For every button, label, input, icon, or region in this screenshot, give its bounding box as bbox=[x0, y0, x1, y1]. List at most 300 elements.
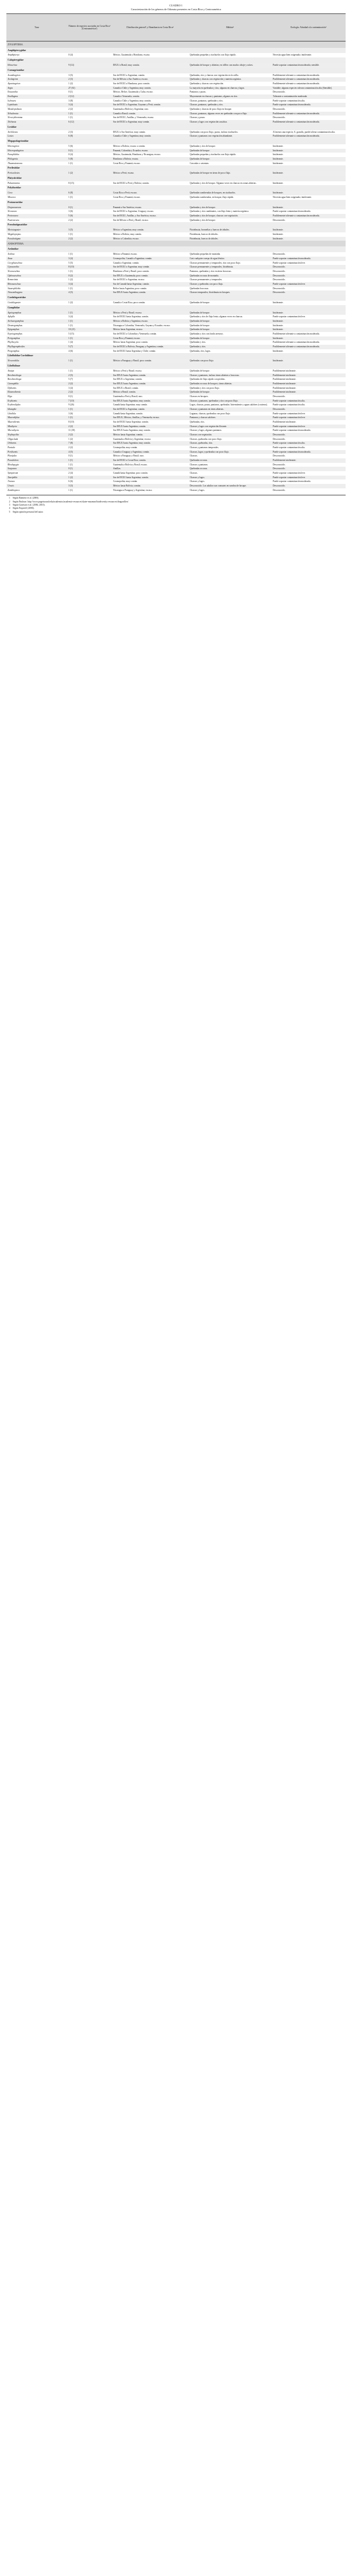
ecology-cell: Variable; algunas especies toleran contaminación alta (Sensible). bbox=[272, 86, 346, 91]
genus-cell: Cora bbox=[6, 191, 67, 195]
species-count-cell: 0 (2) bbox=[67, 274, 112, 278]
species-count-cell: 6 (6) bbox=[67, 479, 112, 484]
genus-cell: Remartinia bbox=[6, 278, 67, 282]
genus-cell: Megaloprepus bbox=[6, 232, 67, 237]
ecology-cell: Desconocido. bbox=[272, 488, 346, 493]
species-count-cell: 0 (1) bbox=[67, 395, 112, 399]
footnote-text: Según Ramírez et al. (2000). bbox=[12, 497, 40, 500]
table-row bbox=[6, 476, 346, 480]
table-row bbox=[6, 130, 346, 135]
genus-cell: Tramea bbox=[6, 479, 67, 484]
table-row bbox=[6, 407, 346, 412]
species-count-cell: 2 (4) bbox=[67, 471, 112, 476]
ecology-cell: Puede soportar contaminación alta. bbox=[272, 399, 346, 403]
genus-cell: Pantala bbox=[6, 446, 67, 450]
species-count-cell: 1 (1) bbox=[67, 336, 112, 341]
species-count-cell: 4 (5) bbox=[67, 450, 112, 455]
table-row bbox=[6, 324, 346, 328]
ecology-cell: Desconocido. bbox=[272, 467, 346, 471]
genus-cell: Enallagma bbox=[6, 94, 67, 99]
habitat-cell: Charcas. bbox=[188, 454, 272, 458]
table-row bbox=[6, 282, 346, 287]
table-row bbox=[6, 206, 346, 210]
distribution-cell: Canadá a Argentina; común. bbox=[112, 261, 188, 266]
family-name: Cordulegastridae bbox=[6, 295, 346, 301]
species-count-cell: 1 (2) bbox=[67, 82, 112, 86]
distribution-cell: Sur EEUU, México, Antillas, y Venezuela; escaso. bbox=[112, 416, 188, 420]
table-row bbox=[6, 134, 346, 139]
distribution-cell: México a Perú y Brasil; escaso. bbox=[112, 311, 188, 315]
habitat-cell: Charcas y pantanos temporales. bbox=[188, 446, 272, 450]
distribution-cell: Honduras a Bolivia; escaso. bbox=[112, 157, 188, 162]
distribution-cell: Guatemala a Bolivia y Argentina; escaso. bbox=[112, 437, 188, 442]
family-name: Gomphidae bbox=[6, 305, 346, 311]
table-row bbox=[6, 171, 346, 176]
distribution-cell: Sur EEUU hasta Argentina; muy común. bbox=[112, 441, 188, 446]
table-caption bbox=[6, 4, 346, 11]
habitat-cell: Quebradas y ríos cambiantes, con flujo lento y materia orgánica. bbox=[188, 209, 272, 214]
table-header-row bbox=[6, 14, 346, 41]
species-count-cell: 1 (1) bbox=[67, 319, 112, 324]
genus-cell: Argia bbox=[6, 86, 67, 91]
habitat-cell: Charcas y pantanos, incluso áreas abiertas o boscosas. bbox=[188, 373, 272, 378]
table-row bbox=[6, 94, 346, 99]
habitat-cell: Mayormente en charcas y pantanos, algunos en ríos. bbox=[188, 94, 272, 99]
species-count-cell: 0 (1) bbox=[67, 90, 112, 94]
genus-cell: Ischnura bbox=[6, 99, 67, 103]
genus-cell: Oligoclada bbox=[6, 437, 67, 442]
ecology-cell: Puede soportar contaminación alta. bbox=[272, 403, 346, 407]
habitat-cell: Fitotelmata, huecos de árboles. bbox=[188, 237, 272, 241]
genus-cell: Uracis bbox=[6, 484, 67, 488]
habitat-cell: Charcas y pantanos. bbox=[188, 463, 272, 467]
genus-cell: Amphipteryx bbox=[6, 53, 67, 57]
ecology-cell: Intolerante. bbox=[272, 324, 346, 328]
table-row bbox=[6, 382, 346, 386]
table-row bbox=[6, 149, 346, 153]
species-count-cell: 0 (1) bbox=[67, 467, 112, 471]
ecology-cell: Desconocido. bbox=[272, 252, 346, 257]
genus-cell: Anax bbox=[6, 257, 67, 261]
ecology-cell: Posiblemente tolerante a contaminación moderada. bbox=[272, 332, 346, 336]
table-row bbox=[6, 214, 346, 218]
table-row bbox=[6, 265, 346, 269]
distribution-cell: EEUU a Sur América; muy común. bbox=[112, 130, 188, 135]
genus-cell: Erythemis bbox=[6, 399, 67, 403]
habitat-cell: Pantanos y pozas. bbox=[188, 90, 272, 94]
species-count-cell: 10 (21) bbox=[67, 328, 112, 332]
genus-cell: Heteragrion bbox=[6, 144, 67, 149]
species-count-cell: 1 (1) bbox=[67, 232, 112, 237]
ecology-cell: Puede soportar contaminación leve. bbox=[272, 315, 346, 319]
distribution-cell: Cosmopolita, Canadá a Argentina; común. bbox=[112, 257, 188, 261]
species-count-cell: 0 (4) bbox=[67, 53, 112, 57]
distribution-cell: Sur EEUU hasta Argentina; común. bbox=[112, 382, 188, 386]
table-row bbox=[6, 287, 346, 291]
genus-cell: Neoerythromma bbox=[6, 116, 67, 120]
genus-cell: Perithemis bbox=[6, 450, 67, 455]
habitat-cell: Quebradas, ríos. bbox=[188, 420, 272, 425]
genus-cell: Enacantha bbox=[6, 90, 67, 94]
habitat-cell: Quebradas pequeñas de montaña. bbox=[188, 252, 272, 257]
species-count-cell: 1 (1) bbox=[67, 116, 112, 120]
ecology-cell: Posiblemente intolerante. bbox=[272, 373, 346, 378]
genus-cell: Cannaphila bbox=[6, 382, 67, 386]
ecology-cell: Posiblemente intolerante. bbox=[272, 420, 346, 425]
table-row bbox=[6, 446, 346, 450]
table-row bbox=[6, 261, 346, 266]
habitat-cell: Charcas permanentes y temporales, ríos con poco flujo. bbox=[188, 261, 272, 266]
ecology-cell: Puede soportar contaminación leve. bbox=[272, 425, 346, 429]
table-row bbox=[6, 345, 346, 349]
ecology-cell: Puede soportar contaminación moderada. bbox=[272, 257, 346, 261]
habitat-cell: Quebradas pequeñas y riachuelos con flujo rápido. bbox=[188, 153, 272, 157]
habitat-cell: Charcas y lagos. bbox=[188, 488, 272, 493]
ecology-cell: Posiblemente tolerante a contaminación moderada. bbox=[272, 112, 346, 116]
table-row bbox=[6, 278, 346, 282]
ecology-cell: Puede soportar contaminación alta. bbox=[272, 99, 346, 103]
distribution-cell: México a Brasil; común. bbox=[112, 390, 188, 395]
ecology-cell: Posiblemente tolerante a contaminación moderada. bbox=[272, 345, 346, 349]
habitat-cell: Quebradas, ríos y charcas con vegetación en la orilla. bbox=[188, 73, 272, 78]
ecology-cell: Puede soportar contaminación leve. bbox=[272, 282, 346, 287]
table-row bbox=[6, 450, 346, 455]
family-name: Polythoridae bbox=[6, 185, 346, 191]
table-row bbox=[6, 257, 346, 261]
footnote-mark: 2 bbox=[9, 500, 10, 503]
species-count-cell: 6 (12) bbox=[67, 120, 112, 124]
genus-cell: Aeolagrion bbox=[6, 77, 67, 82]
genus-cell: Elasmothemis bbox=[6, 390, 67, 395]
species-count-cell: 1 (1) bbox=[67, 488, 112, 493]
ecology-cell: Desconocido. bbox=[272, 463, 346, 467]
ecology-cell: Intolerante. bbox=[272, 228, 346, 232]
ecology-cell: Puede soportar contaminación moderada. bbox=[272, 103, 346, 107]
genus-cell: Palaemnema bbox=[6, 181, 67, 186]
ecology-cell: Desconocido. bbox=[272, 274, 346, 278]
table-row bbox=[6, 340, 346, 345]
habitat-cell: Quebradas rocosas de bosque y áreas abiertas. bbox=[188, 382, 272, 386]
table-row bbox=[6, 437, 346, 442]
table-row bbox=[6, 463, 346, 467]
distribution-cell: Canadá a Chile y Argentina; muy común. bbox=[112, 99, 188, 103]
genus-cell: Orthemis bbox=[6, 441, 67, 446]
table-row bbox=[6, 99, 346, 103]
table-row bbox=[6, 454, 346, 458]
habitat-cell: Quebradas y ríos. bbox=[188, 345, 272, 349]
table-row bbox=[6, 103, 346, 107]
ecology-cell: Posiblemente tolerante a contaminación moderada. bbox=[272, 214, 346, 218]
ecology-cell: Intolerante. bbox=[272, 328, 346, 332]
habitat-cell: Charcas, lagos y quebradas con poco flujo. bbox=[188, 450, 272, 455]
table-label: CUADRO 1 bbox=[169, 4, 183, 7]
distribution-cell: Costa Rica y Panamá; escaso. bbox=[112, 336, 188, 341]
ecology-cell: Puede soportar contaminación moderada. bbox=[272, 428, 346, 433]
distribution-cell: México a Perú y Brasil; escaso. bbox=[112, 369, 188, 373]
distribution-cell: Sur EEUU hasta Argentina; muy común. bbox=[112, 399, 188, 403]
order-row bbox=[6, 41, 346, 48]
distribution-cell: México a Perú; escaso. bbox=[112, 171, 188, 176]
distribution-cell: México a Bolivia; muy común. bbox=[112, 232, 188, 237]
distribution-cell: México hasta Argentina; poco común. bbox=[112, 340, 188, 345]
genus-cell: Cordulegaster bbox=[6, 301, 67, 305]
ecology-cell: Desconocido. bbox=[272, 484, 346, 488]
distribution-cell: México, Guatemala, Honduras y Nicaragua; escaso. bbox=[112, 153, 188, 157]
habitat-cell: Quebradas con poco flujo, pozas, incluso riachuelos. bbox=[188, 130, 272, 135]
species-count-cell: 0 (4) bbox=[67, 153, 112, 157]
ecology-cell: Intolerante. bbox=[272, 144, 346, 149]
distribution-cell: México hasta Argentina; escaso. bbox=[112, 328, 188, 332]
ecology-cell: Intolerante. bbox=[272, 149, 346, 153]
distribution-cell: Costa Rica y Panamá; escaso. bbox=[112, 195, 188, 200]
habitat-cell: Quebradas de bosque. bbox=[188, 336, 272, 341]
species-count-cell: 5 (8) bbox=[67, 157, 112, 162]
table-row bbox=[6, 90, 346, 94]
genus-cell: Micrathyria bbox=[6, 428, 67, 433]
habitat-cell: Quebradas de bosque. bbox=[188, 319, 272, 324]
habitat-cell: Charcas y lagos con vegetación flotante. bbox=[188, 425, 272, 429]
column-header: Número de especies asociadas en Costa Rica¹ (Centroamérica²) bbox=[67, 14, 112, 41]
ecology-cell: Desconocido. bbox=[272, 433, 346, 437]
genus-cell: Neocordulia bbox=[6, 359, 67, 363]
distribution-cell: México, Guatemala y Honduras; escaso. bbox=[112, 53, 188, 57]
habitat-cell: Quebradas y ríos de bosque. Algunas veces en charcas en zonas abiertas. bbox=[188, 181, 272, 186]
distribution-cell: Sur de EEUU a Argentina; muy común. bbox=[112, 120, 188, 124]
ecology-cell: Intolerante. bbox=[272, 171, 346, 176]
distribution-cell: Nicaragua a Paraguay y Argentina; escaso. bbox=[112, 488, 188, 493]
distribution-cell: Sur de EEUU hasta Argentina; común. bbox=[112, 476, 188, 480]
ecology-cell: Posiblemente intolerante. bbox=[272, 382, 346, 386]
family-row bbox=[6, 295, 346, 301]
distribution-cell: Sur EEUU hasta Argentina; común. bbox=[112, 373, 188, 378]
ecology-cell: Desconocido. bbox=[272, 454, 346, 458]
species-count-cell: 0 (1) bbox=[67, 206, 112, 210]
genus-cell: Nehalennia bbox=[6, 112, 67, 116]
distribution-cell: Sur EEUU hasta Argentina; común. bbox=[112, 425, 188, 429]
habitat-cell: Charcas y lagos. bbox=[188, 476, 272, 480]
habitat-cell: Quebradas rocosas de montaña. bbox=[188, 274, 272, 278]
ecology-cell: Tolerante a contaminación moderada. bbox=[272, 94, 346, 99]
table-row bbox=[6, 116, 346, 120]
species-count-cell: 5 (6) bbox=[67, 214, 112, 218]
family-name: Pseudostigmatidae bbox=[6, 222, 346, 228]
table-row bbox=[6, 311, 346, 315]
family-row bbox=[6, 57, 346, 63]
distribution-cell: Sur de EEUU a Honduras; poco común. bbox=[112, 82, 188, 86]
habitat-cell: Quebradas rocosas. bbox=[188, 458, 272, 463]
table-row bbox=[6, 412, 346, 416]
genus-cell: Archilestes bbox=[6, 130, 67, 135]
family-row bbox=[6, 139, 346, 144]
habitat-cell: Charcas y lagos. bbox=[188, 479, 272, 484]
species-count-cell: 6 (8) bbox=[67, 134, 112, 139]
table-row bbox=[6, 274, 346, 278]
species-count-cell: 1 (1) bbox=[67, 463, 112, 467]
species-count-cell: 1 (1) bbox=[67, 407, 112, 412]
habitat-cell: Quebradas y charcas con vegetación. bbox=[188, 82, 272, 86]
ecology-cell: Desconocido. bbox=[272, 407, 346, 412]
habitat-cell: Quebradas de bosque. bbox=[188, 149, 272, 153]
genus-cell: Erpetogomphus bbox=[6, 332, 67, 336]
distribution-cell: Guatemala a Perú y Brasil; raro. bbox=[112, 395, 188, 399]
species-count-cell: 2 (2) bbox=[67, 218, 112, 223]
species-count-cell: 8 (15) bbox=[67, 181, 112, 186]
species-count-cell: 1 (2) bbox=[67, 278, 112, 282]
genus-cell: Anatya bbox=[6, 369, 67, 373]
distribution-cell: Sur de EEUU a Bolivia, Paraguay y Argentina; común. bbox=[112, 345, 188, 349]
distribution-cell: Belice hasta Argentina; poco común. bbox=[112, 287, 188, 291]
genus-cell: Desmogomphus bbox=[6, 324, 67, 328]
species-count-cell: 1 (1) bbox=[67, 359, 112, 363]
distribution-cell: México, Belice, Guatemala y Cuba; escaso. bbox=[112, 90, 188, 94]
species-count-cell: 1 (1) bbox=[67, 112, 112, 116]
odonata-table bbox=[6, 13, 346, 492]
table-row bbox=[6, 218, 346, 223]
ecology-cell: Puede soportar contaminación moderada. bbox=[272, 209, 346, 214]
family-row bbox=[6, 200, 346, 206]
habitat-cell: Charcas permanentes y temporales, fitotelmata. bbox=[188, 265, 272, 269]
genus-cell: Erythrodiplax bbox=[6, 403, 67, 407]
ecology-cell: Puede soportar contaminación leve. bbox=[272, 476, 346, 480]
distribution-cell: Canadá a Uruguay y Argentina; común. bbox=[112, 450, 188, 455]
distribution-cell: México a Paraguay y Brasil; raro. bbox=[112, 454, 188, 458]
ecology-cell: Puede soportar contaminación leve. bbox=[272, 416, 346, 420]
distribution-cell: Sur de México a Sur América; escaso. bbox=[112, 77, 188, 82]
genus-cell: Aphylla bbox=[6, 315, 67, 319]
ecology-cell: Desconocido. bbox=[272, 278, 346, 282]
habitat-cell: Charcas, pantanos, quebradas y ríos. bbox=[188, 99, 272, 103]
distribution-cell: Canadá a Brasil; común. bbox=[112, 112, 188, 116]
distribution-cell: México a Panamá; escaso. bbox=[112, 252, 188, 257]
ecology-cell: Desconocido. bbox=[272, 90, 346, 94]
table-row bbox=[6, 488, 346, 493]
table-row bbox=[6, 181, 346, 186]
order-name: ZYGOPTERA bbox=[6, 41, 346, 48]
table-row bbox=[6, 269, 346, 274]
ecology-cell: Desconocido. bbox=[272, 269, 346, 274]
ecology-cell: Puede soportar contaminación leve. bbox=[272, 412, 346, 416]
distribution-cell: Sur de EEUU, Antillas, y Sur América; escaso. bbox=[112, 214, 188, 218]
genus-cell: Elga bbox=[6, 395, 67, 399]
order-row bbox=[6, 241, 346, 246]
genus-cell: Brechmorhoga bbox=[6, 373, 67, 378]
ecology-cell: Puede soportar contaminación leve. bbox=[272, 261, 346, 266]
habitat-cell: Pantanos y charcas salobres. bbox=[188, 416, 272, 420]
species-count-cell: 0 (1) bbox=[67, 149, 112, 153]
distribution-cell: Cosmopolita; muy común. bbox=[112, 479, 188, 484]
species-count-cell: 0 (1) bbox=[67, 454, 112, 458]
habitat-cell: Quebradas y ríos con poco flujo. bbox=[188, 386, 272, 391]
table-row bbox=[6, 237, 346, 241]
table-row bbox=[6, 232, 346, 237]
genus-cell: Tauriphila bbox=[6, 476, 67, 480]
family-name: Amphipterygidae bbox=[6, 48, 346, 54]
species-count-cell: 2 (2) bbox=[67, 446, 112, 450]
species-count-cell: 5 (7) bbox=[67, 377, 112, 382]
table-row bbox=[6, 428, 346, 433]
species-count-cell: 2 (3) bbox=[67, 77, 112, 82]
habitat-cell: Quebradas de bosque. bbox=[188, 311, 272, 315]
table-row bbox=[6, 359, 346, 363]
table-row bbox=[6, 377, 346, 382]
table-row bbox=[6, 319, 346, 324]
ecology-cell: Posiblemente tolerante a contaminación moderada. bbox=[272, 73, 346, 78]
ecology-cell: Posiblemente intolerante. bbox=[272, 386, 346, 391]
habitat-cell: Quebradas de bosque. bbox=[188, 324, 272, 328]
species-count-cell: 3 (8) bbox=[67, 99, 112, 103]
species-count-cell: 1 (1) bbox=[67, 252, 112, 257]
genus-cell: Telebasis bbox=[6, 120, 67, 124]
family-name: Coenagrionidae bbox=[6, 68, 346, 73]
ecology-cell: Intolerante. bbox=[272, 301, 346, 305]
species-count-cell: 7 (8) bbox=[67, 441, 112, 446]
genus-cell: Lestes bbox=[6, 134, 67, 139]
table-row bbox=[6, 386, 346, 391]
ecology-cell: Posiblemente tolerante a contaminación moderada. bbox=[272, 134, 346, 139]
habitat-cell: Casi cualquier cuerpo de agua léntico. bbox=[188, 257, 272, 261]
distribution-cell: México a Paraguay y Brasil; poco común. bbox=[112, 359, 188, 363]
ecology-cell: Intolerante. bbox=[272, 336, 346, 341]
habitat-cell: Quebradas de bosque. bbox=[188, 157, 272, 162]
habitat-cell: Lagos, charcas, pozas, pantanos, quebradas. Intermitente y aguas salobres (costeras). bbox=[188, 403, 272, 407]
habitat-cell: Quebradas y ríos de bosque, charcas con vegetación. bbox=[188, 214, 272, 218]
habitat-cell: Quebradas rocosas. bbox=[188, 467, 272, 471]
distribution-cell: Sur de EEUU a Argentina; muy común. bbox=[112, 265, 188, 269]
family-name: Lestidae bbox=[6, 124, 346, 130]
distribution-cell: Sur de EEUU a Perú y Bolivia; común. bbox=[112, 181, 188, 186]
genus-cell: Idiataphe bbox=[6, 407, 67, 412]
genus-cell: Thaumatoneura bbox=[6, 162, 67, 166]
habitat-cell: Fitotelmata, huecos de árboles. bbox=[188, 232, 272, 237]
genus-cell: Agriogomphus bbox=[6, 311, 67, 315]
habitat-cell: Charcas y lagos con vegetación acuática. bbox=[188, 120, 272, 124]
species-count-cell: 7 (10) bbox=[67, 399, 112, 403]
species-count-cell: 9 (14) bbox=[67, 63, 112, 68]
table-row bbox=[6, 399, 346, 403]
table-row bbox=[6, 467, 346, 471]
distribution-cell: Cosmopolita; muy común. bbox=[112, 446, 188, 450]
table-row bbox=[6, 301, 346, 305]
species-count-cell: 27 (61) bbox=[67, 86, 112, 91]
ecology-cell: Desconocido. bbox=[272, 265, 346, 269]
habitat-cell: Quebradas y ríos de flujo lento; algunas veces en charcas. bbox=[188, 315, 272, 319]
table-row bbox=[6, 458, 346, 463]
distribution-cell: Sur de EEUU hasta Argentina; común. bbox=[112, 420, 188, 425]
genus-cell: Hetaerina bbox=[6, 63, 67, 68]
habitat-cell: Desconocido. Los adultos son comunes en sombra de bosque. bbox=[188, 484, 272, 488]
genus-cell: Macrothemis bbox=[6, 420, 67, 425]
species-count-cell: 3 (6) bbox=[67, 412, 112, 416]
family-row bbox=[6, 165, 346, 171]
table-row bbox=[6, 433, 346, 437]
table-title: Caracterización de los géneros de Odonata presentes en Costa Rica y Centroamérica bbox=[130, 7, 222, 11]
table-row bbox=[6, 162, 346, 166]
column-header: Distribución general³ y Abundancia en Costa Rica⁴ bbox=[112, 14, 188, 41]
footnote bbox=[9, 511, 346, 514]
habitat-cell: Charcas y pantanos, quebradas y ríos con poco flujo. bbox=[188, 399, 272, 403]
distribution-cell: Canadá a Chile y Argentina; muy común. bbox=[112, 134, 188, 139]
table-row bbox=[6, 157, 346, 162]
habitat-cell: Quebradas de bosque y abiertas; en riffles con mucho oleaje y raíces. bbox=[188, 63, 272, 68]
distribution-cell: Canadá hasta Argentina; poco común. bbox=[112, 471, 188, 476]
genus-cell: Macrodiplax bbox=[6, 416, 67, 420]
genus-cell: Phyllocycla bbox=[6, 340, 67, 345]
table-row bbox=[6, 390, 346, 395]
distribution-cell: Sur EEUU a Brasil; común. bbox=[112, 386, 188, 391]
ecology-cell: Intolerante. bbox=[272, 153, 346, 157]
species-count-cell: 2 (3) bbox=[67, 130, 112, 135]
genus-cell: Zenithoptera bbox=[6, 488, 67, 493]
